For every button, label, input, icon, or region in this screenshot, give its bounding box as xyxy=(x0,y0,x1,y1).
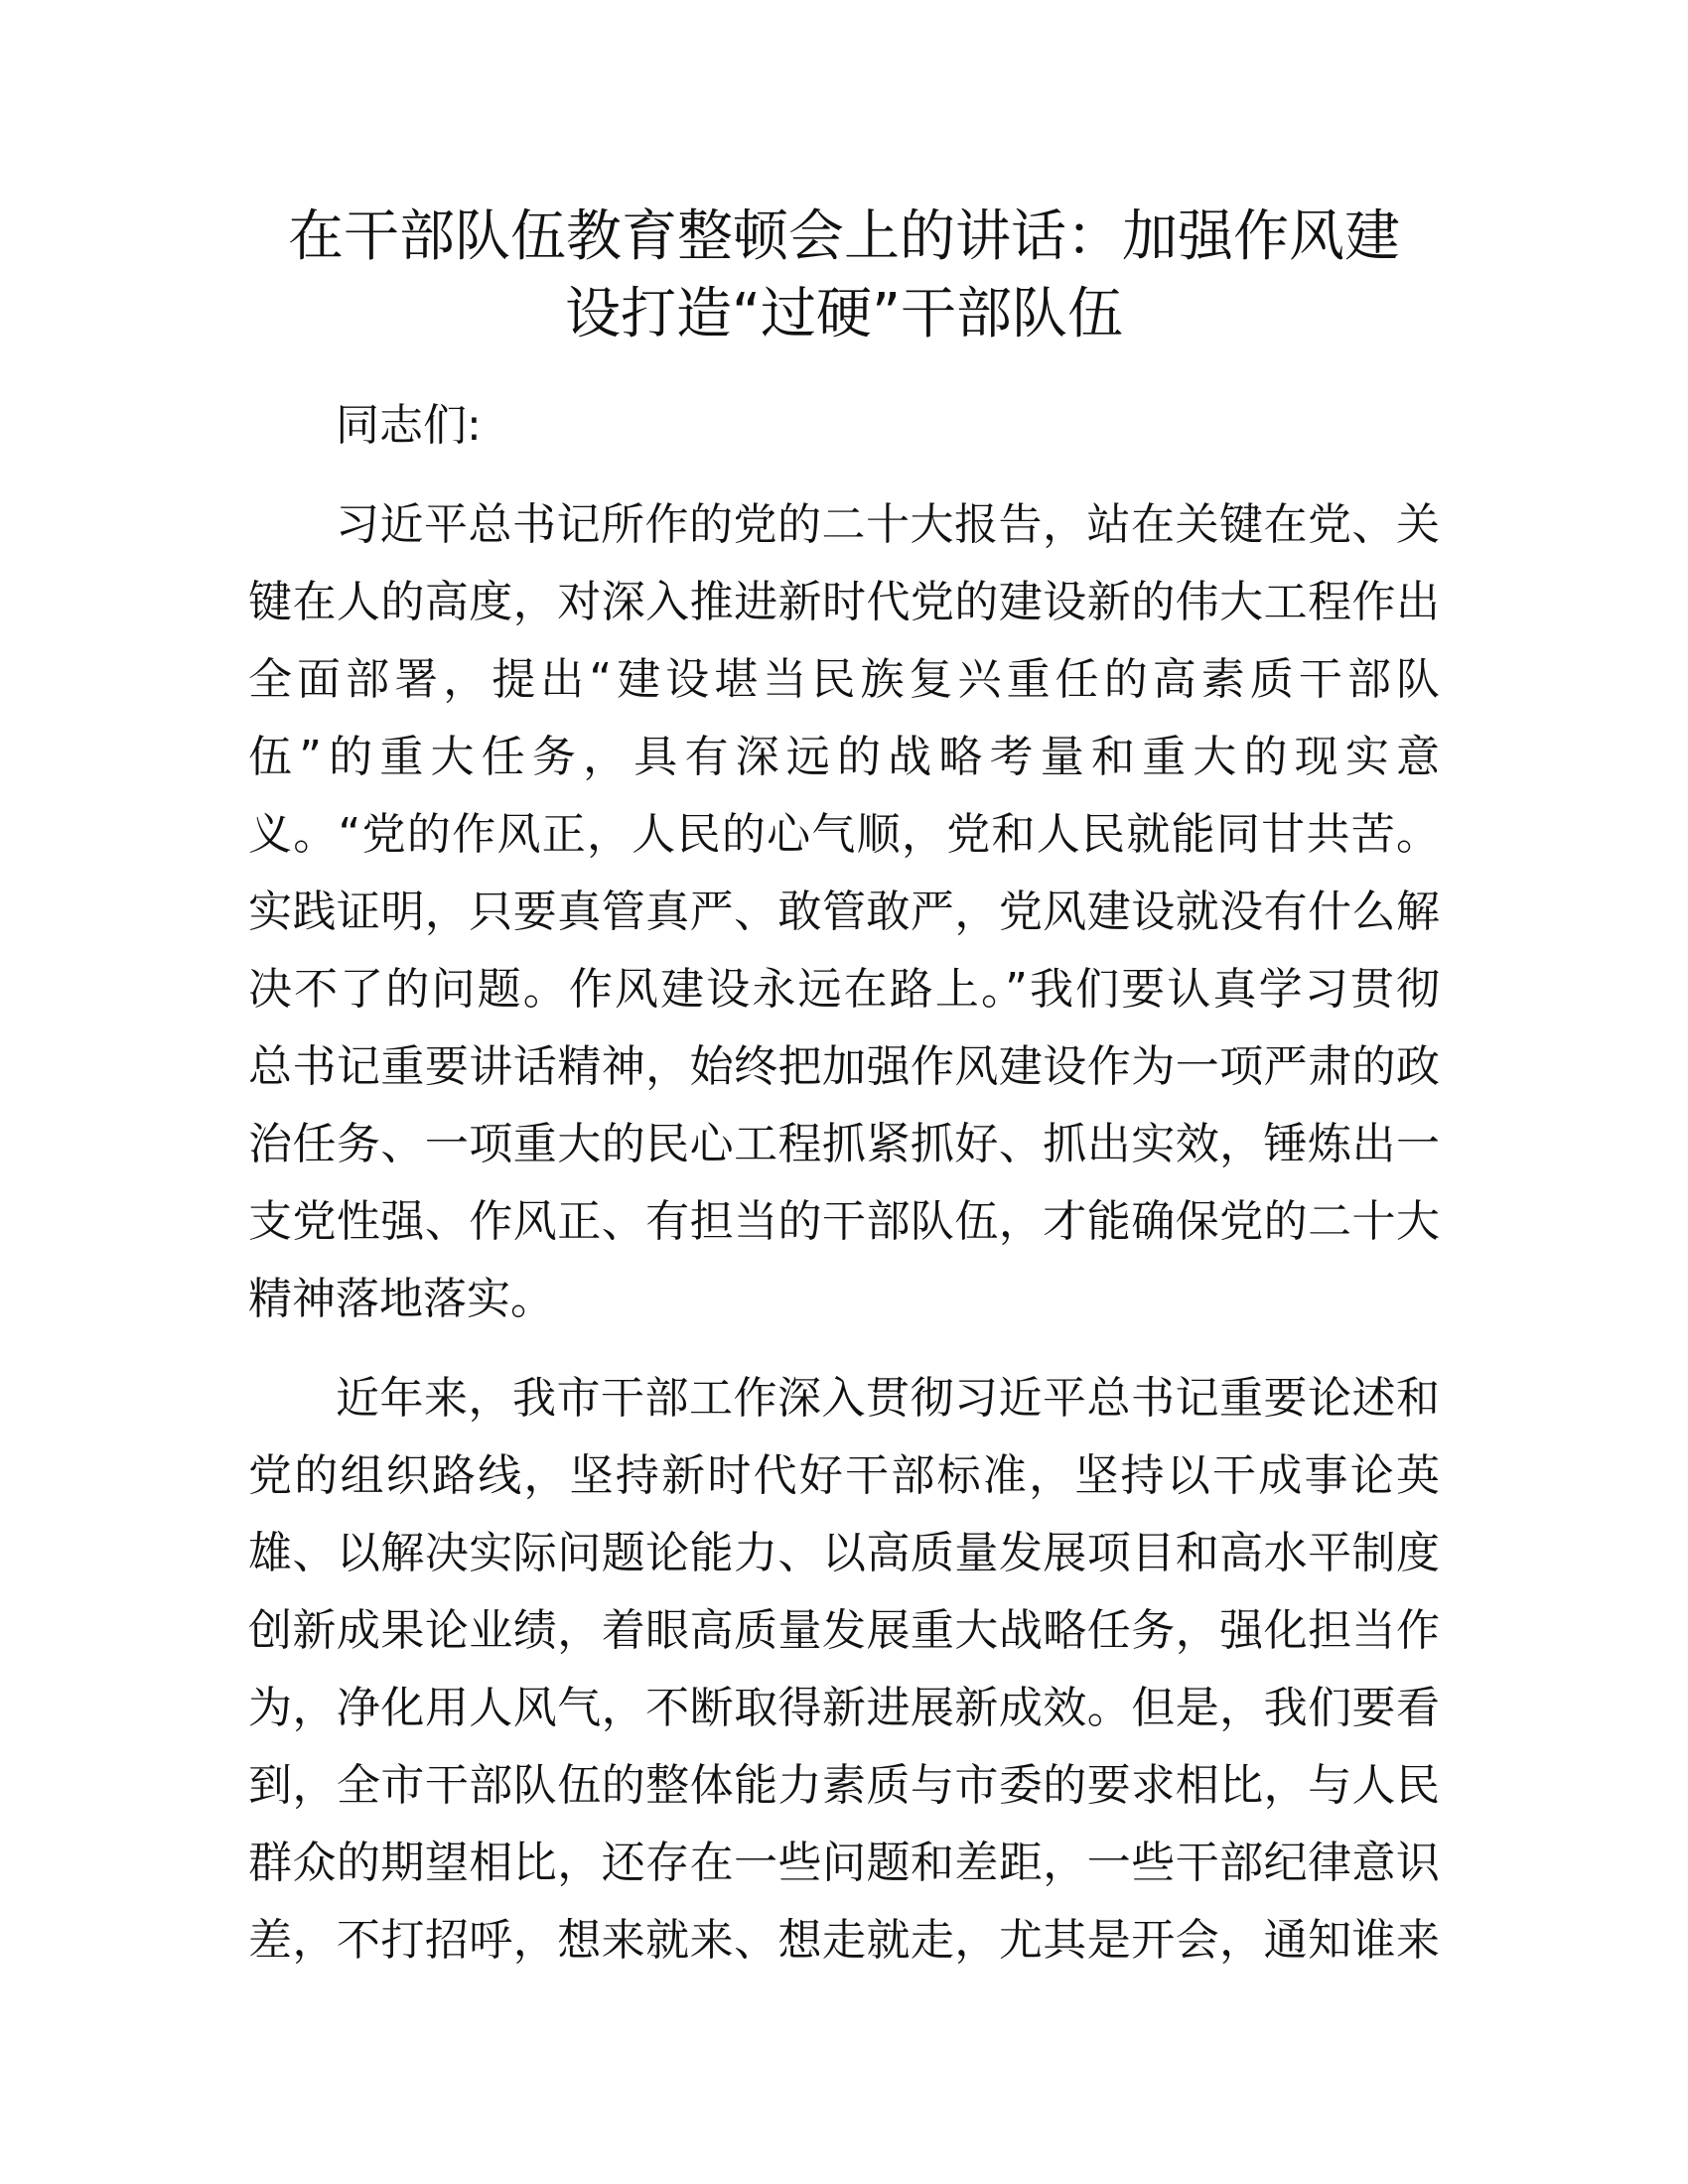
title-line-1: 在干部队伍教育整顿会上的讲话：加强作风建 xyxy=(288,205,1400,269)
paragraph-line: 到，全市干部队伍的整体能力素质与市委的要求相比，与人民 xyxy=(248,1760,1440,1811)
paragraph-line: 党的组织路线，坚持新时代好干部标准，坚持以干成事论英 xyxy=(248,1450,1440,1501)
paragraph-line: 总书记重要讲话精神，始终把加强作风建设作为一项严肃的政 xyxy=(248,1041,1440,1092)
paragraph-line: 近年来，我市干部工作深入贯彻习近平总书记重要论述和 xyxy=(336,1373,1440,1424)
paragraph-line: 治任务、一项重大的民心工程抓紧抓好、抓出实效，锤炼出一 xyxy=(248,1119,1440,1169)
paragraph-line: 习近平总书记所作的党的二十大报告，站在关键在党、关 xyxy=(336,499,1440,550)
paragraph-line: 实践证明，只要真管真严、敢管敢严，党风建设就没有什么解 xyxy=(248,887,1440,937)
paragraph-line: 差，不打招呼，想来就来、想走就走，尤其是开会，通知谁来 xyxy=(248,1915,1440,1966)
paragraph-2 xyxy=(248,1360,1440,1979)
paragraph-1 xyxy=(248,486,1440,1338)
paragraph-line: 群众的期望相比，还存在一些问题和差距，一些干部纪律意识 xyxy=(248,1838,1440,1888)
paragraph-line: 键在人的高度，对深入推进新时代党的建设新的伟大工程作出 xyxy=(248,577,1440,627)
paragraph-line: 义。“党的作风正，人民的心气顺，党和人民就能同甘共苦。 xyxy=(248,809,1440,860)
paragraph-line: 精神落地落实。 xyxy=(248,1274,554,1324)
document-body xyxy=(248,387,1440,2001)
paragraph-line: 创新成果论业绩，着眼高质量发展重大战略任务，强化担当作 xyxy=(248,1605,1440,1656)
paragraph-line: 全面部署，提出“建设堪当民族复兴重任的高素质干部队 xyxy=(248,654,1440,705)
paragraph-line: 伍”的重大任务，具有深远的战略考量和重大的现实意 xyxy=(248,732,1440,782)
paragraph-line: 雄、以解决实际问题论能力、以高质量发展项目和高水平制度 xyxy=(248,1528,1440,1578)
paragraph-line: 为，净化用人风气，不断取得新进展新成效。但是，我们要看 xyxy=(248,1683,1440,1733)
paragraph-line: 支党性强、作风正、有担当的干部队伍，才能确保党的二十大 xyxy=(248,1196,1440,1247)
document-title xyxy=(248,199,1440,353)
salutation: 同志们: xyxy=(336,400,482,451)
paragraph-line: 决不了的问题。作风建设永远在路上。”我们要认真学习贯彻 xyxy=(248,964,1440,1015)
title-line-2: 设打造“过硬”干部队伍 xyxy=(564,282,1124,346)
